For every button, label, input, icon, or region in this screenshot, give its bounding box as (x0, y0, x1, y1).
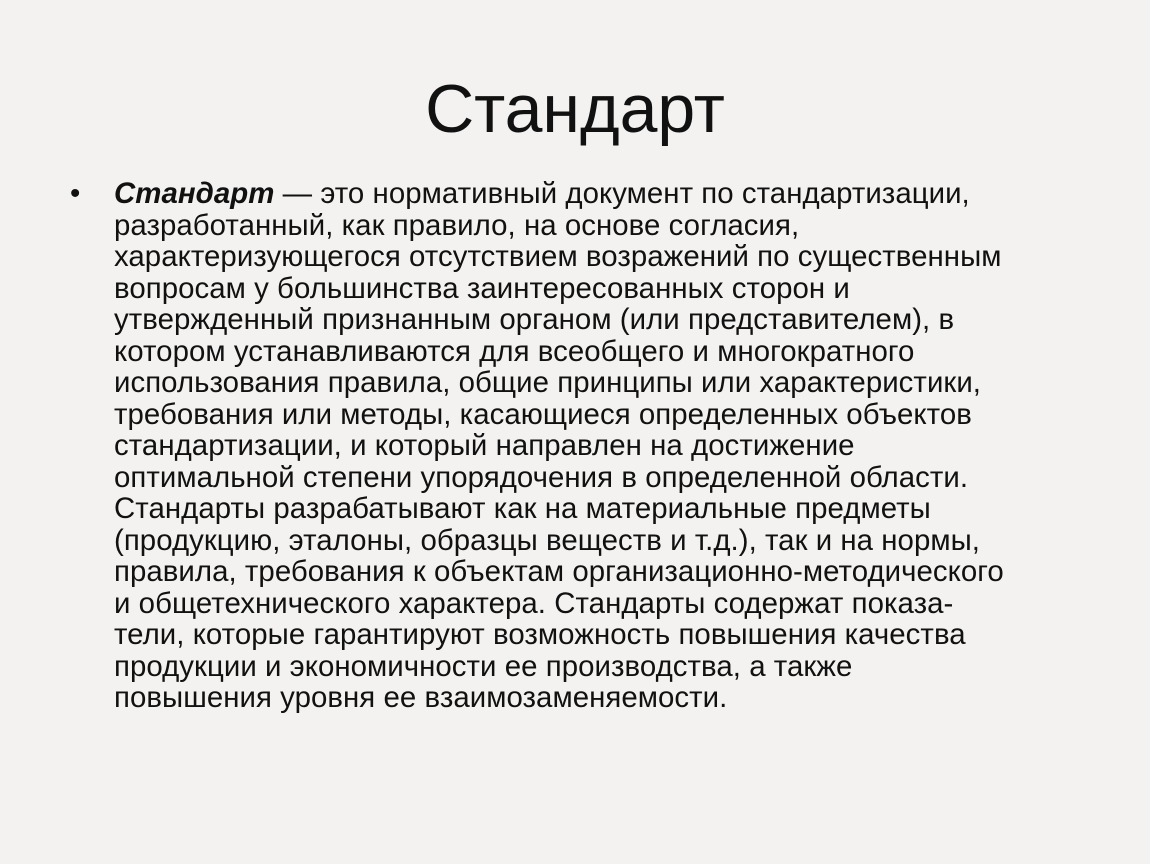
text-line-5: утвержденный признанным органом (или представителем), в (114, 303, 955, 336)
slide-title: Стандарт (425, 71, 725, 147)
bullet-item-definition (70, 178, 1090, 714)
bullet-list (70, 178, 1090, 714)
definition-first-line-text: — это нормативный документ по стандартизации, (274, 177, 970, 210)
bullet-marker: • (70, 177, 81, 210)
text-line-11: Стандарты разрабатывают как на материальные предметы (114, 492, 931, 525)
defined-term: Стандарт (114, 177, 275, 210)
text-line-14: и общетехнического характера. Стандарты содержат показа- (114, 586, 954, 620)
text-line-9: стандартизации, и который направлен на достижение (114, 429, 855, 462)
text-line-7: использования правила, общие принципы или характеристики, (114, 366, 982, 399)
text-line-2: разработанный, как правило, на основе согласия, (114, 208, 800, 242)
text-line-10: оптимальной степени упорядочения в определенной области. (114, 460, 969, 494)
text-line-4: вопросам у большинства заинтересованных сторон и (114, 271, 850, 305)
text-line-6: котором устанавливаются для всеобщего и многократного (114, 334, 915, 368)
text-line-17: повышения уровня ее взаимозаменяемости. (114, 681, 728, 714)
text-line-3: характеризующегося отсутствием возражений по существенным (114, 240, 1002, 273)
text-line-8: требования или методы, касающиеся определенных объектов (114, 397, 972, 431)
text-line-16: продукции и экономичности ее производства, а также (114, 649, 853, 683)
text-line-15: тели, которые гарантируют возможность повышения качества (114, 618, 966, 651)
text-line-13: правила, требования к объектам организационно-методического (114, 555, 1004, 588)
text-line-1 (114, 178, 1090, 210)
text-line-12: (продукцию, эталоны, образцы веществ и т.д.), так и на нормы, (114, 523, 980, 557)
